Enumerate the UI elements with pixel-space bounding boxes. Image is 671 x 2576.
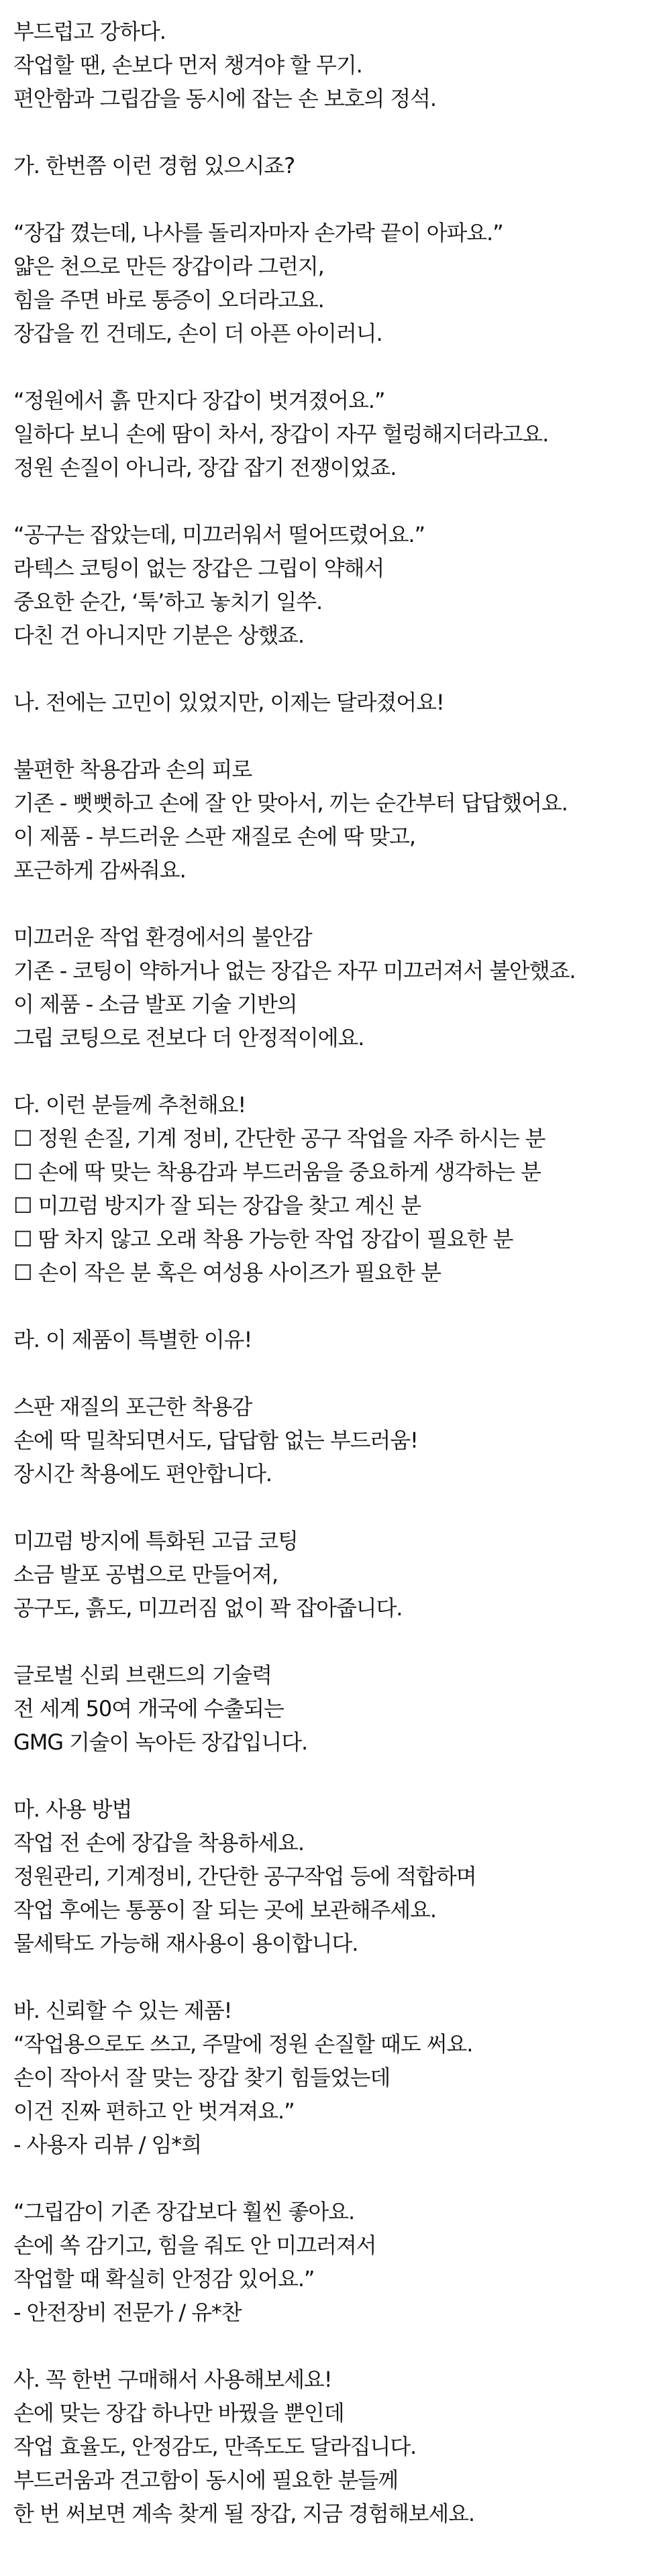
text-line: GMG 기술이 녹아든 장갑입니다. bbox=[13, 1729, 308, 1755]
text-line: 사. 꼭 한번 구매해서 사용해보세요! bbox=[13, 2367, 332, 2392]
text-line: 가. 한번쯤 이런 경험 있으시죠? bbox=[13, 153, 295, 178]
text-line: ☐ 손에 딱 맞는 착용감과 부드러움을 중요하게 생각하는 분 bbox=[13, 1159, 541, 1185]
text-line: 장시간 착용에도 편안합니다. bbox=[13, 1461, 272, 1487]
text-line: 이 제품 - 부드러운 스판 재질로 손에 딱 맞고, bbox=[13, 824, 415, 849]
text-line: 포근하게 감싸줘요. bbox=[13, 857, 186, 883]
text-line: 나. 전에는 고민이 있었지만, 이제는 달라졌어요! bbox=[13, 690, 444, 715]
text-line: 부드럽고 강하다. bbox=[13, 19, 166, 44]
text-paragraph bbox=[13, 2363, 658, 2530]
text-line: 미끄럼 방지에 특화된 고급 코팅 bbox=[13, 1528, 298, 1554]
text-line: 일하다 보니 손에 땀이 차서, 장갑이 자꾸 헐렁해지더라고요. bbox=[13, 421, 549, 447]
text-line: 손이 작아서 잘 맞는 장갑 찾기 힘들었는데 bbox=[13, 2065, 391, 2090]
text-line: 작업 후에는 통풍이 잘 되는 곳에 보관해주세요. bbox=[13, 1897, 436, 1923]
text-line: 힘을 주면 바로 통증이 오더라고요. bbox=[13, 287, 324, 313]
text-line: 바. 신뢰할 수 있는 제품! bbox=[13, 1998, 232, 2023]
text-line: 다. 이런 분들께 추천해요! bbox=[13, 1092, 246, 1118]
text-line: 스판 재질의 포근한 착용감 bbox=[13, 1394, 252, 1419]
text-line: ☐ 미끄럼 방지가 잘 되는 장갑을 찾고 계신 분 bbox=[13, 1193, 421, 1218]
text-line: ☐ 손이 작은 분 혹은 여성용 사이즈가 필요한 분 bbox=[13, 1260, 441, 1285]
text-paragraph bbox=[13, 1323, 658, 1356]
text-line: 작업 전 손에 장갑을 착용하세요. bbox=[13, 1830, 304, 1856]
text-paragraph bbox=[13, 149, 658, 182]
text-line: 작업할 땐, 손보다 먼저 챙겨야 할 무기. bbox=[13, 52, 362, 78]
text-line: 기존 - 뻣뻣하고 손에 잘 안 맞아서, 끼는 순간부터 답답했어요. bbox=[13, 790, 568, 816]
text-line: ☐ 정원 손질, 기계 정비, 간단한 공구 작업을 자주 하시는 분 bbox=[13, 1126, 546, 1151]
text-line: 한 번 써보면 계속 찾게 될 장갑, 지금 경험해보세요. bbox=[13, 2501, 474, 2526]
text-line: 이 제품 - 소금 발포 기술 기반의 bbox=[13, 991, 297, 1017]
text-line: - 사용자 리뷰 / 임*희 bbox=[13, 2132, 202, 2157]
text-line: 손에 맞는 장갑 하나만 바꿨을 뿐인데 bbox=[13, 2400, 344, 2426]
text-line: 부드러움과 견고함이 동시에 필요한 분들께 bbox=[13, 2467, 398, 2493]
text-line: 라텍스 코팅이 없는 장갑은 그립이 약해서 bbox=[13, 555, 384, 581]
text-paragraph bbox=[13, 920, 658, 1055]
text-paragraph bbox=[13, 1994, 658, 2161]
text-paragraph bbox=[13, 518, 658, 652]
text-paragraph bbox=[13, 1658, 658, 1759]
text-line: 물세탁도 가능해 재사용이 용이합니다. bbox=[13, 1931, 358, 1956]
text-line: 미끄러운 작업 환경에서의 불안감 bbox=[13, 924, 312, 950]
text-line: 불편한 착용감과 손의 피로 bbox=[13, 757, 252, 782]
text-line: ☐ 땀 차지 않고 오래 착용 가능한 작업 장갑이 필요한 분 bbox=[13, 1226, 513, 1252]
text-line: “그립감이 기존 장갑보다 훨씬 좋아요. bbox=[13, 2199, 355, 2224]
text-paragraph bbox=[13, 686, 658, 719]
text-line: 손에 쏙 감기고, 힘을 줘도 안 미끄러져서 bbox=[13, 2233, 376, 2258]
text-line: 소금 발포 공법으로 만들어져, bbox=[13, 1562, 278, 1587]
text-line: 마. 사용 방법 bbox=[13, 1796, 132, 1822]
text-line: 편안함과 그립감을 동시에 잡는 손 보호의 정석. bbox=[13, 86, 436, 111]
text-line: 얇은 천으로 만든 장갑이라 그런지, bbox=[13, 254, 324, 279]
text-line: 이건 진짜 편하고 안 벗겨져요.” bbox=[13, 2098, 295, 2124]
text-line: “작업용으로도 쓰고, 주말에 정원 손질할 때도 써요. bbox=[13, 2031, 473, 2057]
text-line: - 안전장비 전문가 / 유*찬 bbox=[13, 2300, 242, 2325]
text-line: 글로벌 신뢰 브랜드의 기술력 bbox=[13, 1662, 272, 1688]
text-line: 정원 손질이 아니라, 장갑 잡기 전쟁이었죠. bbox=[13, 455, 397, 480]
text-line: 다친 건 아니지만 기분은 상했죠. bbox=[13, 623, 304, 648]
text-line: 중요한 순간, ‘툭’하고 놓치기 일쑤. bbox=[13, 589, 323, 614]
text-line: 공구도, 흙도, 미끄러짐 없이 꽉 잡아줍니다. bbox=[13, 1595, 403, 1621]
product-description-document bbox=[13, 15, 658, 2564]
text-paragraph bbox=[13, 1390, 658, 1491]
text-line: 라. 이 제품이 특별한 이유! bbox=[13, 1327, 252, 1352]
text-line: 기존 - 코팅이 약하거나 없는 장갑은 자꾸 미끄러져서 불안했죠. bbox=[13, 958, 576, 983]
text-paragraph bbox=[13, 753, 658, 887]
text-line: 정원관리, 기계정비, 간단한 공구작업 등에 적합하며 bbox=[13, 1864, 476, 1889]
text-paragraph bbox=[13, 1792, 658, 1960]
text-line: 그립 코팅으로 전보다 더 안정적이에요. bbox=[13, 1025, 364, 1051]
text-line: 작업 효율도, 안정감도, 만족도도 달라집니다. bbox=[13, 2434, 417, 2459]
text-paragraph bbox=[13, 216, 658, 350]
text-paragraph bbox=[13, 15, 658, 115]
text-line: “장갑 꼈는데, 나사를 돌리자마자 손가락 끝이 아파요.” bbox=[13, 220, 503, 246]
text-paragraph bbox=[13, 1088, 658, 1289]
text-line: 손에 딱 밀착되면서도, 답답함 없는 부드러움! bbox=[13, 1428, 418, 1453]
text-line: “정원에서 흙 만지다 장갑이 벗겨졌어요.” bbox=[13, 388, 385, 413]
text-line: 작업할 때 확실히 안정감 있어요.” bbox=[13, 2266, 315, 2292]
text-paragraph bbox=[13, 384, 658, 484]
text-paragraph bbox=[13, 2195, 658, 2329]
text-line: 전 세계 50여 개국에 수출되는 bbox=[13, 1696, 284, 1721]
text-line: 장갑을 낀 건데도, 손이 더 아픈 아이러니. bbox=[13, 321, 382, 346]
text-paragraph bbox=[13, 1524, 658, 1625]
text-line: “공구는 잡았는데, 미끄러워서 떨어뜨렸어요.” bbox=[13, 522, 425, 547]
